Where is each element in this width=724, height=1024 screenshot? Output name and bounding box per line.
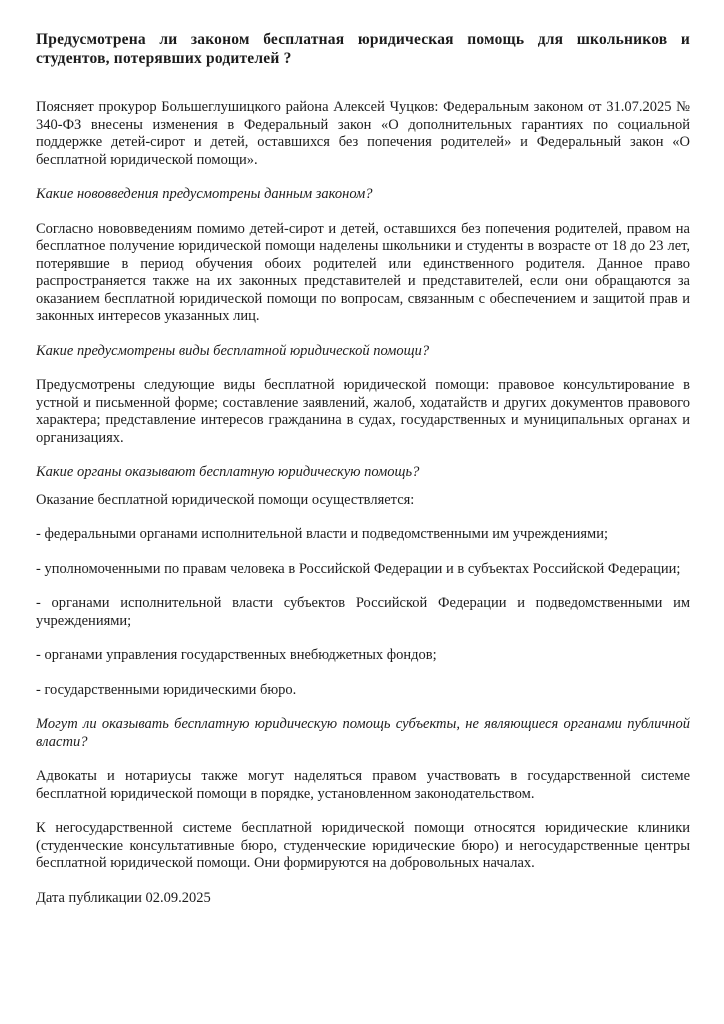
question-innovations: Какие нововведения предусмотрены данным законом? [36, 186, 373, 202]
answer-advocates-notaries: Адвокаты и нотариусы также могут наделяться правом участвовать в государственной системе бесплатной юридической помощи в порядке, установленном законодательством. [36, 768, 690, 802]
answer-non-state-system: К негосударственной системе бесплатной юридической помощи относятся юридические клиники (студенческие консультативные бюро, студенческие юридические бюро) и негосударственные центры бесплатной юридической помощи. Они формируются на добровольных началах. [36, 820, 690, 871]
question-aid-bodies: Какие органы оказывают бесплатную юридическую помощь? [36, 464, 420, 480]
list-item-extrabudgetary-funds: - органами управления государственных внебюджетных фондов; [36, 647, 437, 663]
answer-aid-types: Предусмотрены следующие виды бесплатной юридической помощи: правовое консультирование в устной и письменной форме; составление заявлений, жалоб, ходатайств и других документов правового характера; представление интересов гражданина в судах, государственных и муниципальных органах и организациях. [36, 377, 690, 446]
answer-innovations: Согласно нововведениям помимо детей-сирот и детей, оставшихся без попечения родителей, правом на бесплатное получение юридической помощи наделены школьники и студенты в возрасте от 18 до 23 лет, потерявшие в период обучения обоих родителей или единственного родителя. Данное право распространяется также на их законных представителей и представителей, если они обращаются за оказанием бесплатной юридической помощи по вопросам, связанным с обеспечением и защитой прав и законных интересов указанных лиц. [36, 220, 690, 324]
list-item-state-legal-bureaus: - государственными юридическими бюро. [36, 681, 297, 698]
publication-date: Дата публикации 02.09.2025 [36, 889, 211, 906]
document-body [36, 99, 690, 907]
intro-paragraph: Поясняет прокурор Большеглушицкого района Алексей Чуцков: Федеральным законом от 31.07.2025 № 340-ФЗ внесены изменения в Федеральный закон «О дополнительных гарантиях по социальной поддержке детей-сирот и детей, оставшихся без попечения родителей» и Федеральный закон «О бесплатной юридической помощи». [36, 99, 690, 168]
list-item-ombudsmen: - уполномоченными по правам человека в Российской Федерации и в субъектах Российской Федерации; [36, 560, 681, 577]
list-item-regional-bodies: - органами исполнительной власти субъектов Российской Федерации и подведомственными им учреждениями; [36, 595, 690, 629]
question-aid-types: Какие предусмотрены виды бесплатной юридической помощи? [36, 342, 430, 359]
question-non-public-subjects: Могут ли оказывать бесплатную юридическую помощь субъекты, не являющиеся органами публичной власти? [36, 716, 690, 750]
document-title: Предусмотрена ли законом бесплатная юридическая помощь для школьников и студентов, потерявших родителей ? [36, 31, 690, 67]
answer-aid-bodies-lead: Оказание бесплатной юридической помощи осуществляется: [36, 491, 415, 508]
list-item-federal-bodies: - федеральными органами исполнительной власти и подведомственными им учреждениями; [36, 526, 608, 542]
